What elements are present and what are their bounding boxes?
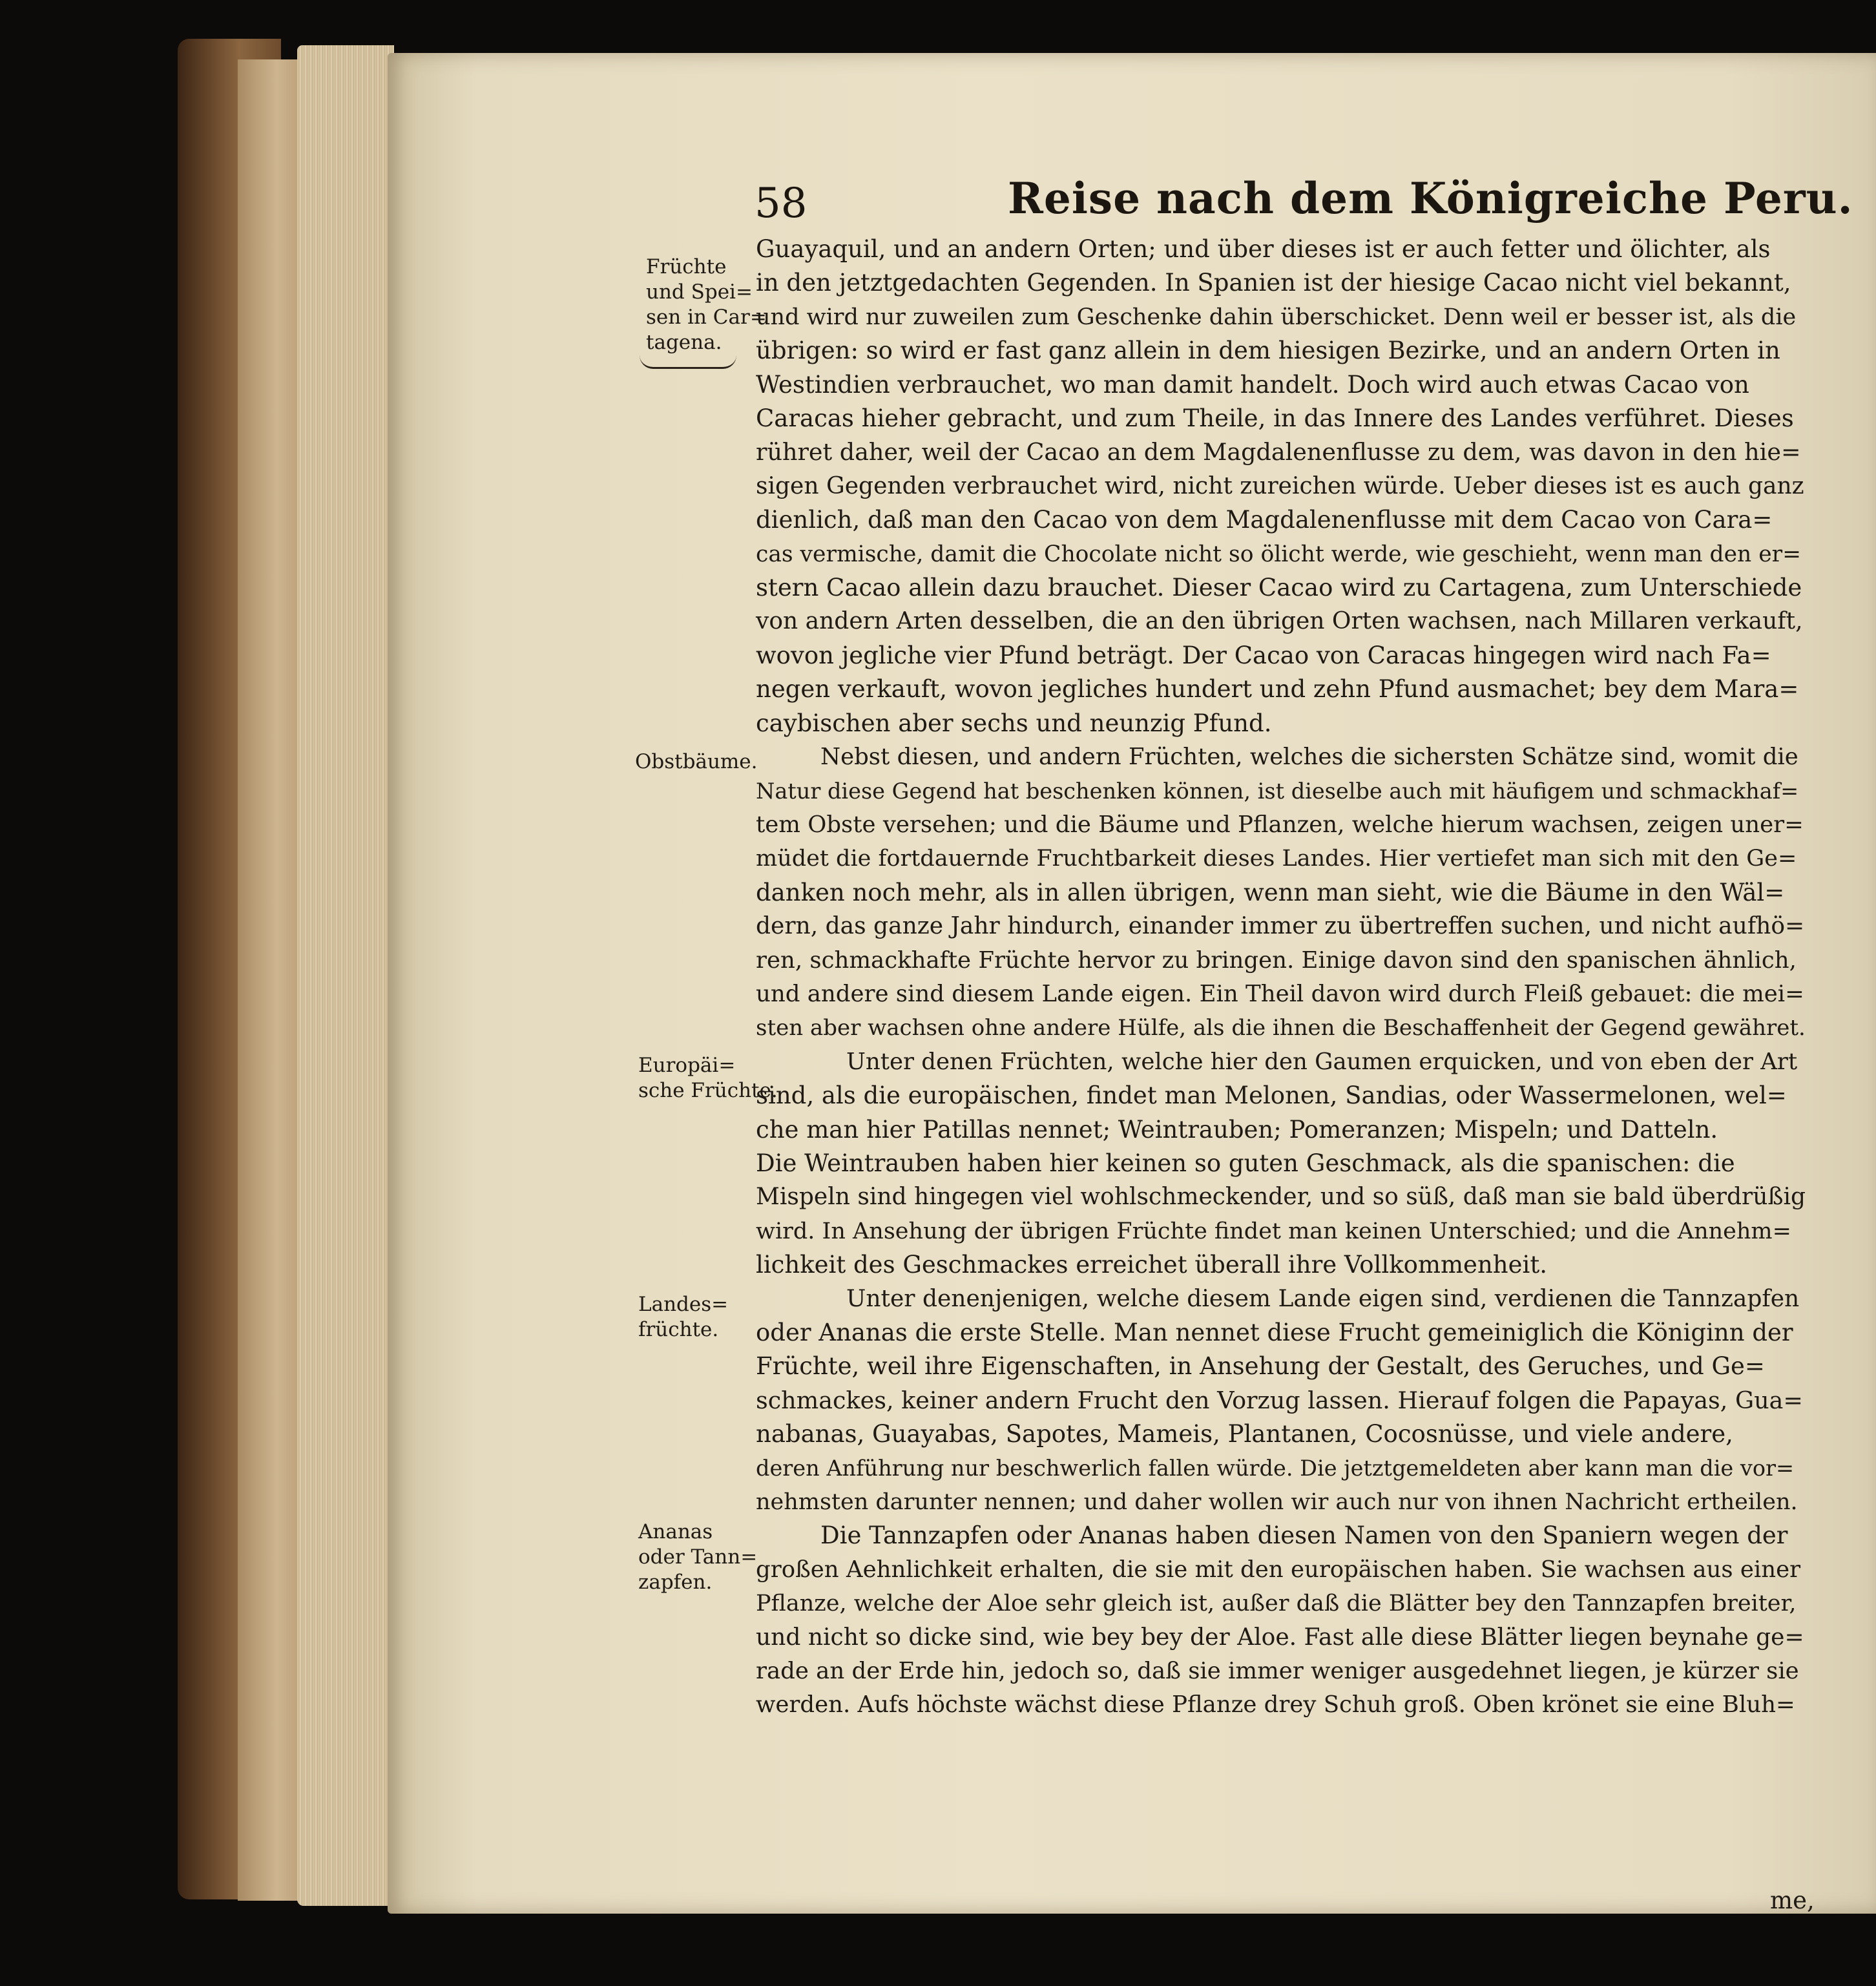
- text-line: in den jetztgedachten Gegenden. In Spanien ist der hiesige Cacao nicht viel bekannt,: [756, 269, 1791, 297]
- paragraph-cacao: [756, 233, 1806, 740]
- margin-line: tagena.: [646, 331, 722, 354]
- text-line: von andern Arten desselben, die an den übrigen Orten wachsen, nach Millaren verkauft,: [756, 608, 1803, 635]
- text-line: Früchte, weil ihre Eigenschaften, in Ansehung der Gestalt, des Geruches, und Ge=: [756, 1352, 1765, 1381]
- paragraph-ananas: [756, 1519, 1806, 1722]
- text-line: dienlich, daß man den Cacao von dem Magdalenenflusse mit dem Cacao von Cara=: [756, 506, 1773, 534]
- text-line: großen Aehnlichkeit erhalten, die sie mit den europäischen haben. Sie wachsen aus einer: [756, 1556, 1801, 1583]
- page-number: 58: [755, 180, 808, 227]
- margin-note-ananas: [638, 1520, 757, 1595]
- text-line: tem Obste versehen; und die Bäume und Pflanzen, welche hierum wachsen, zeigen uner=: [756, 811, 1804, 838]
- text-line: Caracas hieher gebracht, und zum Theile, in das Innere des Landes verführet. Dieses: [756, 404, 1794, 433]
- text-line: nehmsten darunter nennen; und daher wollen wir auch nur von ihnen Nachricht ertheilen.: [756, 1489, 1798, 1516]
- margin-line: Europäi=: [638, 1054, 736, 1077]
- text-line: und nicht so dicke sind, wie bey bey der Aloe. Fast alle diese Blätter liegen beynahe ge=: [756, 1624, 1804, 1651]
- margin-line: oder Tann=: [638, 1545, 758, 1569]
- body-text: [756, 233, 1806, 1722]
- text-line: stern Cacao allein dazu brauchet. Dieser Cacao wird zu Cartagena, zum Unterschiede: [756, 574, 1802, 602]
- margin-note-fruechte-speisen: [646, 255, 767, 369]
- text-line: und andere sind diesem Lande eigen. Ein Theil davon wird durch Fleiß gebauet: die mei=: [756, 980, 1804, 1007]
- running-title: Reise nach dem Königreiche Peru.: [1008, 173, 1853, 224]
- text-line: sten aber wachsen ohne andere Hülfe, als die ihnen die Beschaffenheit der Gegend gewähret.: [756, 1015, 1806, 1041]
- text-line: schmackes, keiner andern Frucht den Vorzug lassen. Hierauf folgen die Papayas, Gua=: [756, 1386, 1803, 1414]
- text-line: Westindien verbrauchet, wo man damit handelt. Doch wird auch etwas Cacao von: [756, 370, 1749, 399]
- brace-ornament: [640, 355, 736, 369]
- text-line: nabanas, Guayabas, Sapotes, Mameis, Plantanen, Cocosnüsse, und viele andere,: [756, 1420, 1733, 1448]
- margin-line: früchte.: [638, 1318, 719, 1341]
- text-line: und wird nur zuweilen zum Geschenke dahin überschicket. Denn weil er besser ist, als die: [756, 304, 1797, 330]
- text-line: Natur diese Gegend hat beschenken können, ist dieselbe auch mit häufigem und schmackhaf=: [756, 778, 1799, 804]
- margin-note-obstbaeume: [635, 749, 758, 775]
- catchword: me,: [1770, 1887, 1815, 1914]
- paragraph-landesfruechte: [756, 1282, 1806, 1520]
- text-line: sigen Gegenden verbrauchet wird, nicht zureichen würde. Ueber dieses ist es auch ganz: [756, 472, 1804, 499]
- text-line: werden. Aufs höchste wächst diese Pflanze drey Schuh groß. Oben krönet sie eine Bluh=: [756, 1691, 1795, 1719]
- text-line: ren, schmackhafte Früchte hervor zu bringen. Einige davon sind den spanischen ähnlich,: [756, 946, 1797, 974]
- text-line: Mispeln sind hingegen viel wohlschmeckender, und so süß, daß man sie bald überdrüßig: [756, 1184, 1806, 1211]
- text-line: übrigen: so wird er fast ganz allein in dem hiesigen Bezirke, und an andern Orten in: [756, 337, 1780, 365]
- paragraph-europaeische-fruechte: [756, 1045, 1806, 1282]
- margin-line: sen in Car=: [646, 306, 767, 329]
- text-line: lichkeit des Geschmackes erreichet überall ihre Vollkommenheit.: [756, 1251, 1547, 1279]
- text-line: Unter denen Früchten, welche hier den Gaumen erquicken, und von eben der Art: [846, 1048, 1798, 1075]
- margin-line: Ananas: [638, 1520, 713, 1543]
- text-line: Nebst diesen, und andern Früchten, welches die sichersten Schätze sind, womit die: [820, 744, 1798, 771]
- margin-line: sche Früchte.: [638, 1079, 778, 1102]
- text-line: caybischen aber sechs und neunzig Pfund.: [756, 709, 1272, 737]
- text-line: Die Weintrauben haben hier keinen so guten Geschmack, als die spanischen: die: [756, 1149, 1735, 1177]
- text-line: dern, das ganze Jahr hindurch, einander immer zu übertreffen suchen, und nicht aufhö=: [756, 913, 1805, 940]
- text-line: cas vermische, damit die Chocolate nicht so ölicht werde, wie geschieht, wenn man den er=: [756, 541, 1802, 567]
- text-line: oder Ananas die erste Stelle. Man nennet diese Frucht gemeiniglich die Königinn der: [756, 1319, 1793, 1346]
- margin-line: Landes=: [638, 1293, 729, 1316]
- margin-line: und Spei=: [646, 280, 753, 304]
- text-line: Guayaquil, und an andern Orten; und über dieses ist er auch fetter und ölichter, als: [756, 235, 1771, 263]
- text-line: Unter denenjenigen, welche diesem Lande eigen sind, verdienen die Tannzapfen: [846, 1285, 1800, 1312]
- page-edges: [297, 45, 394, 1906]
- text-line: rade an der Erde hin, jedoch so, daß sie immer weniger ausgedehnet liegen, je kürzer sie: [756, 1658, 1799, 1685]
- text-line: deren Anführung nur beschwerlich fallen würde. Die jetztgemeldeten aber kann man die vor=: [756, 1455, 1795, 1481]
- text-line: che man hier Patillas nennet; Weintrauben; Pomeranzen; Mispeln; und Datteln.: [756, 1115, 1718, 1144]
- margin-line: zapfen.: [638, 1571, 713, 1594]
- text-line: danken noch mehr, als in allen übrigen, wenn man sieht, wie die Bäume in den Wäl=: [756, 878, 1785, 906]
- margin-line: Obstbäume.: [635, 750, 758, 773]
- text-line: rühret daher, weil der Cacao an dem Magdalenenflusse zu dem, was davon in den hie=: [756, 438, 1801, 466]
- text-line: müdet die fortdauernde Fruchtbarkeit dieses Landes. Hier vertiefet man sich mit den Ge=: [756, 846, 1797, 872]
- text-line: wird. In Ansehung der übrigen Früchte findet man keinen Unterschied; und die Annehm=: [756, 1218, 1791, 1244]
- margin-line: Früchte: [646, 255, 727, 278]
- text-line: sind, als die europäischen, findet man Melonen, Sandias, oder Wassermelonen, wel=: [756, 1082, 1787, 1110]
- text-line: Pflanze, welche der Aloe sehr gleich ist, außer daß die Blätter bey den Tannzapfen breiter,: [756, 1591, 1797, 1617]
- paragraph-obstbaeume: [756, 740, 1806, 1045]
- text-line: negen verkauft, wovon jegliches hundert und zehn Pfund ausmachet; bey dem Mara=: [756, 675, 1799, 704]
- text-line: Die Tannzapfen oder Ananas haben diesen Namen von den Spaniern wegen der: [820, 1521, 1788, 1550]
- margin-note-landesfruechte: [638, 1292, 728, 1343]
- text-line: wovon jegliche vier Pfund beträgt. Der Cacao von Caracas hingegen wird nach Fa=: [756, 641, 1771, 669]
- book-cover-inner: [238, 59, 302, 1901]
